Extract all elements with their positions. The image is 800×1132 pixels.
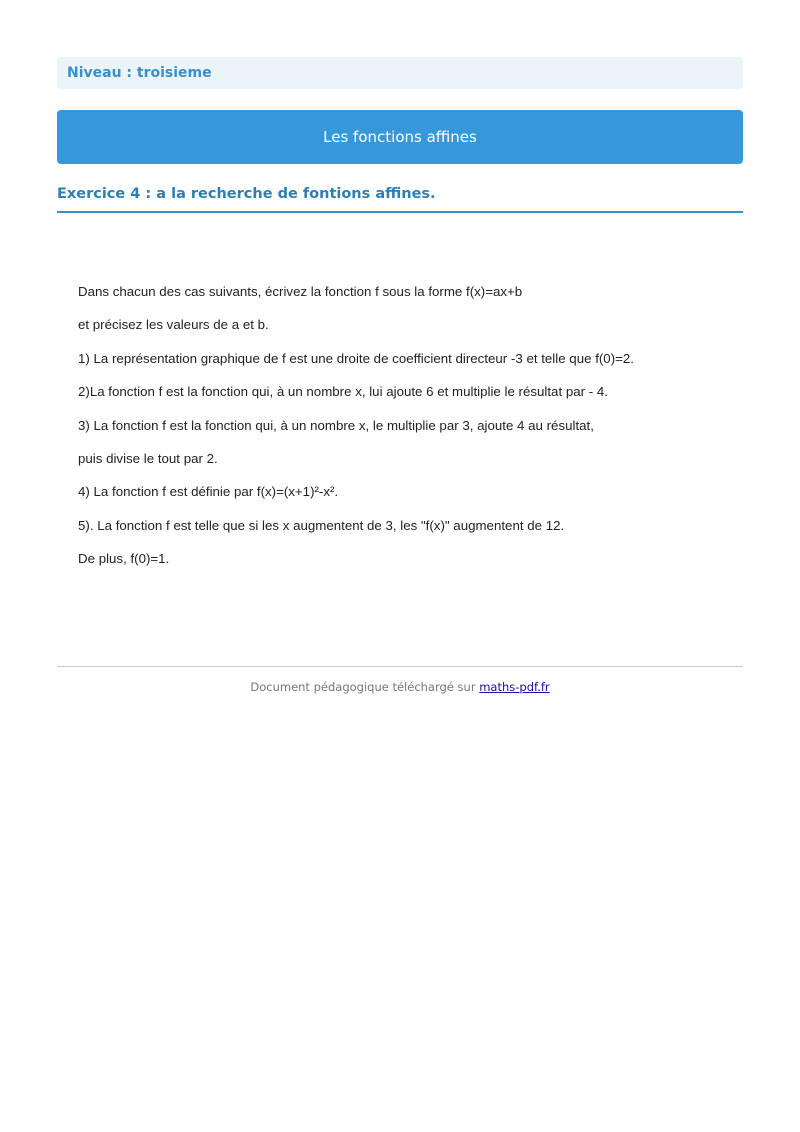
exercise-line: 3) La fonction f est la fonction qui, à un nombre x, le multiplie par 3, ajoute 4 au résultat, <box>78 417 594 433</box>
footer-site-link[interactable]: maths-pdf.fr <box>479 680 550 694</box>
exercise-line: 2)La fonction f est la fonction qui, à un nombre x, lui ajoute 6 et multiplie le résultat par - 4. <box>78 384 608 400</box>
footer-text: Document pédagogique téléchargé sur <box>250 680 480 694</box>
exercise-content <box>57 283 743 584</box>
exercise-line: 1) La représentation graphique de f est une droite de coefficient directeur -3 et telle que f(0)=2. <box>78 350 634 366</box>
exercise-line: 4) La fonction f est définie par f(x)=(x+1)²-x². <box>78 484 339 500</box>
level-label: Niveau : troisieme <box>67 65 212 81</box>
document-page <box>57 57 743 584</box>
topic-title: Les fonctions affines <box>323 128 477 146</box>
footer <box>57 680 743 694</box>
exercise-title: Exercice 4 : a la recherche de fontions affines. <box>57 186 743 213</box>
exercise-line: De plus, f(0)=1. <box>78 551 170 567</box>
exercise-line: et précisez les valeurs de a et b. <box>78 317 269 333</box>
exercise-line: Dans chacun des cas suivants, écrivez la fonction f sous la forme f(x)=ax+b <box>78 284 523 299</box>
footer-divider <box>57 666 743 667</box>
level-box <box>57 57 743 89</box>
exercise-line: puis divise le tout par 2. <box>78 450 218 466</box>
topic-banner <box>57 110 743 164</box>
exercise-line: 5). La fonction f est telle que si les x augmentent de 3, les "f(x)" augmentent de 12. <box>78 517 565 533</box>
